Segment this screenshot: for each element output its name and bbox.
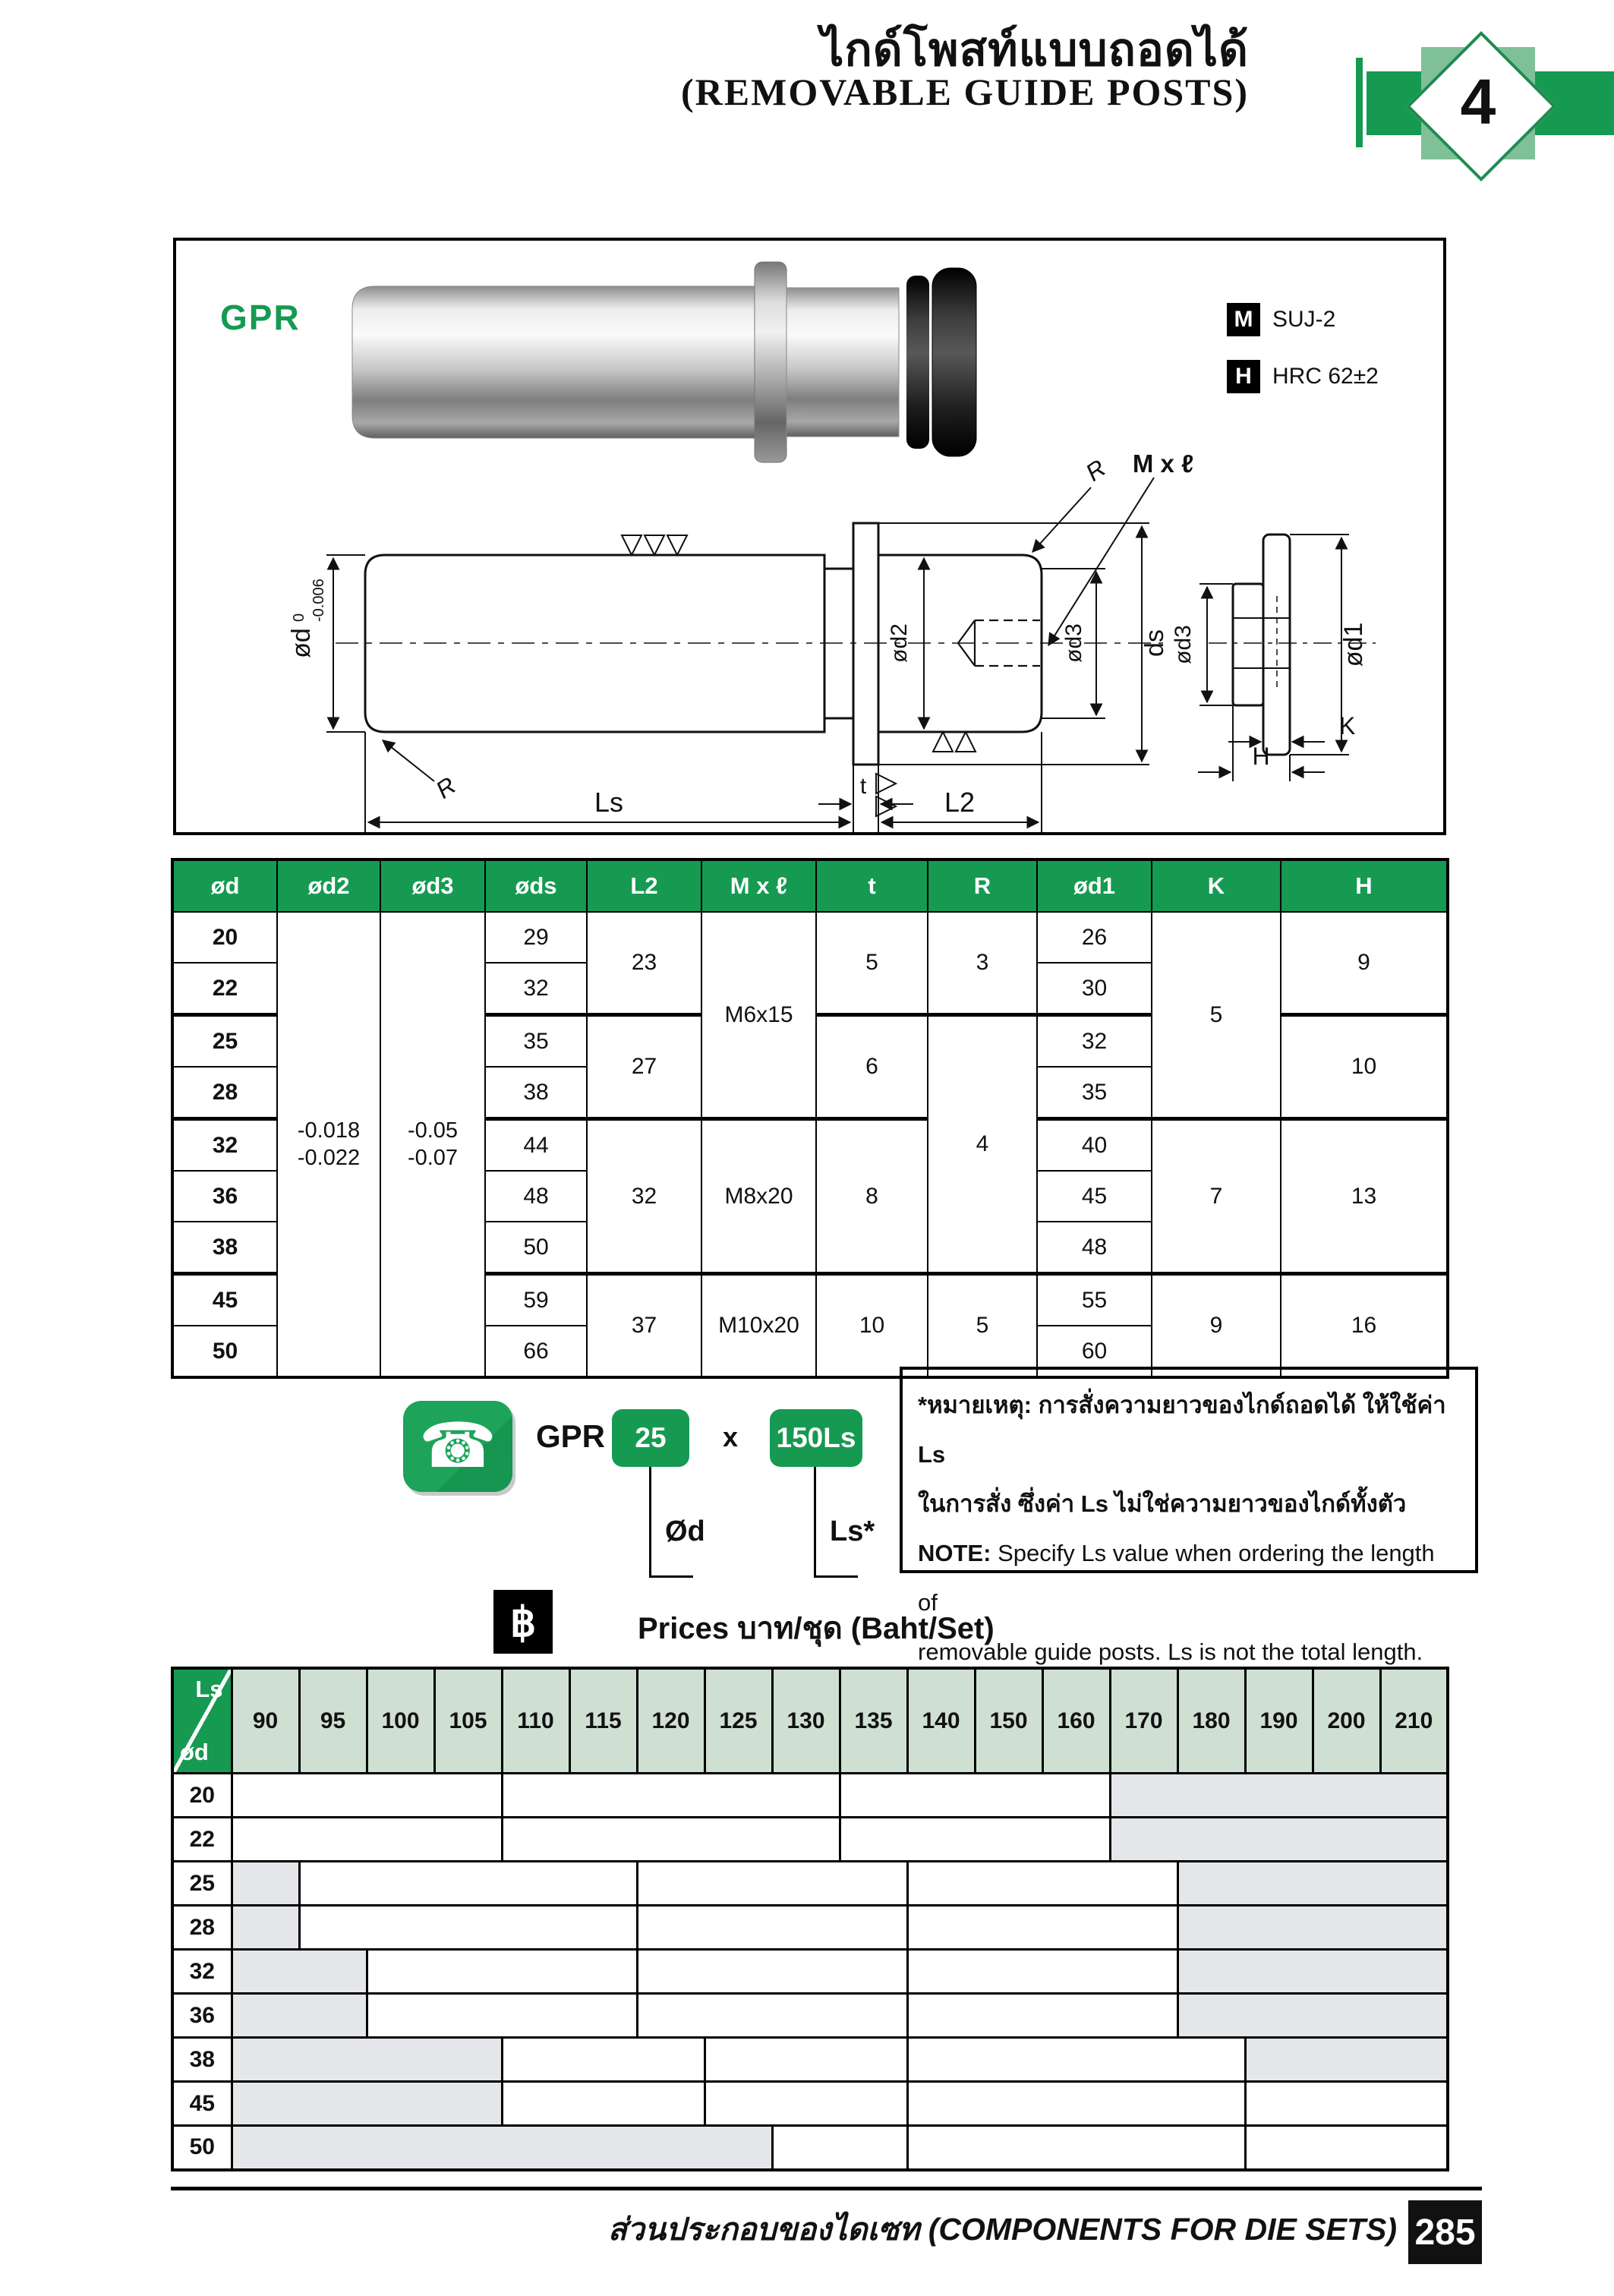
price-cell: [1245, 2126, 1448, 2170]
note-english-text: Specify Ls value when ordering the length of: [918, 1540, 1435, 1616]
phone-icon: [403, 1401, 512, 1492]
spec-cell: 35: [1037, 1067, 1152, 1119]
spec-col-header: ød1: [1037, 859, 1152, 912]
ls-column-header: 190: [1245, 1668, 1313, 1774]
telephone-glyph: ☎: [418, 1411, 497, 1481]
spec-cell: 10: [1281, 1015, 1448, 1119]
radius-label-left: R: [430, 771, 461, 804]
prices-title: Prices บาท/ชุด (Baht/Set): [638, 1612, 995, 1645]
spec-cell: 5: [816, 912, 928, 1015]
spec-cell: 5: [1152, 912, 1281, 1119]
price-cell-unavailable: [1177, 1950, 1448, 1994]
tolerance-lower: -0.07: [407, 1146, 459, 1170]
price-row-label: 22: [172, 1818, 232, 1862]
spec-cell: 23: [587, 912, 701, 1015]
price-row: [172, 2038, 1448, 2082]
price-cell-unavailable: [1177, 1862, 1448, 1906]
price-cell-unavailable: [232, 2038, 502, 2082]
radius-label-right: R: [1080, 453, 1111, 487]
spec-cell: 50: [485, 1222, 587, 1274]
spec-col-header: L2: [587, 859, 701, 912]
spec-row-label: 22: [172, 963, 277, 1015]
price-cell: [367, 1950, 637, 1994]
hardness-spec: [1227, 360, 1379, 393]
spec-cell: 59: [485, 1274, 587, 1326]
note-label: NOTE:: [918, 1540, 991, 1567]
spec-cell: 26: [1037, 912, 1152, 963]
spec-row-label: 28: [172, 1067, 277, 1119]
dim-label-l2: L2: [944, 787, 976, 818]
spec-cell: 60: [1037, 1326, 1152, 1377]
price-cell: [502, 2082, 705, 2126]
dim-label-ls: Ls: [594, 787, 624, 818]
hardness-value: HRC 62±2: [1272, 364, 1379, 389]
dim-label-t: t: [859, 774, 867, 799]
price-cell-unavailable: [1110, 1818, 1448, 1862]
dim-label-h: H: [1252, 743, 1270, 770]
main-view: [336, 523, 1163, 816]
spec-cell: M6x15: [701, 912, 816, 1119]
price-row: [172, 1950, 1448, 1994]
dim-label-od2: ød2: [887, 623, 912, 663]
ls-column-header: 125: [705, 1668, 772, 1774]
spec-cell: 32: [485, 963, 587, 1015]
price-row-label: 28: [172, 1906, 232, 1950]
price-cell: [907, 2126, 1245, 2170]
spec-header-row: [172, 859, 1448, 912]
spec-cell: 8: [816, 1119, 928, 1274]
spec-cell: 37: [587, 1274, 701, 1378]
price-cell-unavailable: [1110, 1774, 1448, 1818]
corner-ls-label: Ls: [195, 1676, 223, 1702]
ls-column-header: 210: [1380, 1668, 1448, 1774]
ls-column-header: 115: [569, 1668, 637, 1774]
spec-col-header: ød3: [380, 859, 485, 912]
product-photo: [352, 262, 976, 462]
spec-cell: 48: [1037, 1222, 1152, 1274]
spec-row-label: 25: [172, 1015, 277, 1068]
spec-cell: 35: [485, 1015, 587, 1068]
price-row: [172, 2082, 1448, 2126]
note-english-line2: removable guide posts. Ls is not the total length.: [918, 1638, 1423, 1666]
price-cell-unavailable: [1245, 2038, 1448, 2082]
spec-cell: 48: [485, 1171, 587, 1222]
spec-col-header: ød2: [277, 859, 380, 912]
price-row-label: 20: [172, 1774, 232, 1818]
spec-cell: 9: [1152, 1274, 1281, 1378]
footer-text: ส่วนประกอบของไดเซท (COMPONENTS FOR DIE SETS): [607, 2212, 1397, 2247]
spec-cell: 45: [1037, 1171, 1152, 1222]
price-cell-unavailable: [1177, 1994, 1448, 2038]
spec-cell: M8x20: [701, 1119, 816, 1274]
ls-column-header: 140: [907, 1668, 975, 1774]
ls-column-header: 105: [434, 1668, 502, 1774]
note-thai-line1: *หมายเหตุ: การสั่งความยาวของไกด์ถอดได้ ให้ใช้ค่า Ls: [918, 1392, 1446, 1468]
spec-row: [172, 912, 1448, 963]
spec-col-header: ød: [172, 859, 277, 912]
price-cell-unavailable: [232, 1994, 367, 2038]
spec-col-header: øds: [485, 859, 587, 912]
spec-row-label: 50: [172, 1326, 277, 1377]
price-row-label: 50: [172, 2126, 232, 2170]
price-cell: [907, 1950, 1177, 1994]
connector-line: [649, 1575, 693, 1578]
spec-table: [171, 858, 1449, 1379]
spec-cell: 27: [587, 1015, 701, 1119]
dim-label-ds: ds: [1140, 629, 1169, 657]
price-cell-unavailable: [232, 1906, 299, 1950]
price-cell: [907, 1862, 1177, 1906]
price-cell: [907, 2038, 1245, 2082]
price-cell-unavailable: [232, 1950, 367, 1994]
ordering-size-box: 25: [612, 1409, 689, 1467]
dim-label-k: K: [1339, 712, 1356, 740]
spec-cell: 29: [485, 912, 587, 963]
price-cell: [637, 1994, 907, 2038]
spec-cell: 32: [1037, 1015, 1152, 1068]
ls-column-header: 130: [772, 1668, 840, 1774]
price-cell: [705, 2082, 907, 2126]
spec-cell: 5: [928, 1274, 1037, 1378]
price-row-label: 45: [172, 2082, 232, 2126]
spec-cell-od3-tol: [380, 912, 485, 1377]
price-row: [172, 2126, 1448, 2170]
dimensions-main: [326, 478, 1154, 832]
dim-label-od-tol-lower: -0.006: [311, 579, 327, 622]
price-cell-unavailable: [232, 2082, 502, 2126]
spec-row-label: 38: [172, 1222, 277, 1274]
spec-cell: M10x20: [701, 1274, 816, 1378]
price-row-label: 25: [172, 1862, 232, 1906]
dim-label-od3: ød3: [1061, 623, 1086, 663]
spec-cell: 32: [587, 1119, 701, 1274]
spec-cell: 4: [928, 1015, 1037, 1274]
price-cell: [232, 1818, 502, 1862]
price-cell: [637, 1950, 907, 1994]
price-cell: [299, 1906, 637, 1950]
connector-line: [814, 1467, 816, 1578]
price-header-row: [172, 1668, 1448, 1774]
spec-cell: 55: [1037, 1274, 1152, 1326]
price-row-label: 36: [172, 1994, 232, 2038]
spec-cell: 16: [1281, 1274, 1448, 1378]
price-cell: [907, 1906, 1177, 1950]
price-cell: [705, 2038, 907, 2082]
price-cell: [299, 1862, 637, 1906]
connector-line: [814, 1575, 858, 1578]
price-corner-cell: [172, 1668, 232, 1774]
ordering-separator: x: [723, 1421, 739, 1452]
dim-label-end-od1: ød1: [1339, 622, 1368, 667]
page-title-english: (REMOVABLE GUIDE POSTS): [681, 71, 1249, 113]
spec-cell: 40: [1037, 1119, 1152, 1172]
tolerance-upper: -0.018: [297, 1118, 361, 1143]
ls-column-header: 135: [840, 1668, 907, 1774]
ls-column-header: 160: [1042, 1668, 1110, 1774]
spec-col-header: K: [1152, 859, 1281, 912]
surface-finish-mark-bottom: [933, 732, 976, 752]
drawing-panel: [173, 238, 1446, 835]
price-cell-unavailable: [232, 1862, 299, 1906]
spec-row-label: 32: [172, 1119, 277, 1172]
ls-column-header: 180: [1177, 1668, 1245, 1774]
price-row: [172, 1994, 1448, 2038]
tolerance-lower: -0.022: [297, 1146, 361, 1170]
material-badge-icon: M: [1227, 303, 1260, 336]
price-cell: [840, 1774, 1110, 1818]
baht-icon: ฿: [493, 1590, 553, 1654]
spec-row-label: 45: [172, 1274, 277, 1326]
spec-cell: 9: [1281, 912, 1448, 1015]
spec-row-label: 20: [172, 912, 277, 963]
price-row: [172, 1774, 1448, 1818]
price-cell: [232, 1774, 502, 1818]
ordering-length-box: 150Ls: [770, 1409, 862, 1467]
spec-cell: 38: [485, 1067, 587, 1119]
price-table: [171, 1667, 1449, 2171]
price-cell: [502, 1818, 840, 1862]
connector-line: [649, 1467, 651, 1578]
note-thai-line2: ในการสั่ง ซึ่งค่า Ls ไม่ใช่ความยาวของไกด์ทั้งตัว: [918, 1490, 1407, 1518]
dim-label-od-tol-upper: 0: [291, 613, 307, 622]
note-box: [900, 1367, 1478, 1666]
spec-cell: 7: [1152, 1119, 1281, 1274]
chapter-band-accent: [1356, 58, 1363, 147]
page-number-badge: 285: [1408, 2200, 1482, 2264]
price-cell: [840, 1818, 1110, 1862]
spec-col-header: H: [1281, 859, 1448, 912]
ls-column-header: 200: [1313, 1668, 1380, 1774]
dimensions-end-view: [1198, 535, 1349, 781]
ordering-series: GPR: [536, 1418, 606, 1454]
ls-column-header: 95: [299, 1668, 367, 1774]
price-row: [172, 1862, 1448, 1906]
spec-cell: 10: [816, 1274, 928, 1378]
price-row: [172, 1818, 1448, 1862]
ls-column-header: 90: [232, 1668, 299, 1774]
spec-row-label: 36: [172, 1171, 277, 1222]
thread-callout-label: M x ℓ: [1132, 449, 1194, 478]
corner-od-label: ød: [180, 1739, 209, 1765]
spec-cell: 13: [1281, 1119, 1448, 1274]
page-title-thai: ไกด์โพสท์แบบถอดได้: [821, 24, 1249, 75]
price-row-label: 38: [172, 2038, 232, 2082]
ls-column-header: 150: [975, 1668, 1042, 1774]
price-cell-unavailable: [1177, 1906, 1448, 1950]
ls-column-header: 110: [502, 1668, 569, 1774]
series-label: GPR: [220, 298, 301, 337]
price-row-label: 32: [172, 1950, 232, 1994]
ls-column-header: 120: [637, 1668, 705, 1774]
surface-finish-mark-top: [622, 535, 687, 555]
material-spec: [1227, 303, 1335, 336]
ordering-size-callout: Ød: [665, 1515, 705, 1547]
price-cell: [637, 1862, 907, 1906]
dim-label-end-od3: ød3: [1171, 625, 1196, 664]
spec-col-header: R: [928, 859, 1037, 912]
tolerance-upper: -0.05: [407, 1118, 459, 1143]
spec-col-header: M x ℓ: [701, 859, 816, 912]
note-english-line1: [918, 1528, 1460, 1627]
dim-label-od: ød: [287, 628, 316, 658]
hardness-badge-icon: H: [1227, 360, 1260, 393]
price-cell: [907, 2082, 1245, 2126]
ordering-length-callout: Ls*: [830, 1515, 875, 1547]
chapter-number: 4: [1460, 65, 1496, 137]
price-cell-unavailable: [232, 2126, 772, 2170]
price-row: [172, 1906, 1448, 1950]
ls-column-header: 170: [1110, 1668, 1177, 1774]
price-cell: [907, 1994, 1177, 2038]
spec-cell: 30: [1037, 963, 1152, 1015]
price-cell: [502, 1774, 840, 1818]
footer-rule: [171, 2187, 1482, 2190]
spec-cell-od2-tol: [277, 912, 380, 1377]
spec-col-header: t: [816, 859, 928, 912]
material-value: SUJ-2: [1272, 307, 1336, 332]
price-cell: [1245, 2082, 1448, 2126]
price-cell: [502, 2038, 705, 2082]
price-cell: [637, 1906, 907, 1950]
spec-cell: 6: [816, 1015, 928, 1119]
price-cell: [367, 1994, 637, 2038]
spec-cell: 66: [485, 1326, 587, 1377]
ls-column-header: 100: [367, 1668, 434, 1774]
spec-cell: 44: [485, 1119, 587, 1172]
price-cell: [772, 2126, 907, 2170]
spec-cell: 3: [928, 912, 1037, 1015]
